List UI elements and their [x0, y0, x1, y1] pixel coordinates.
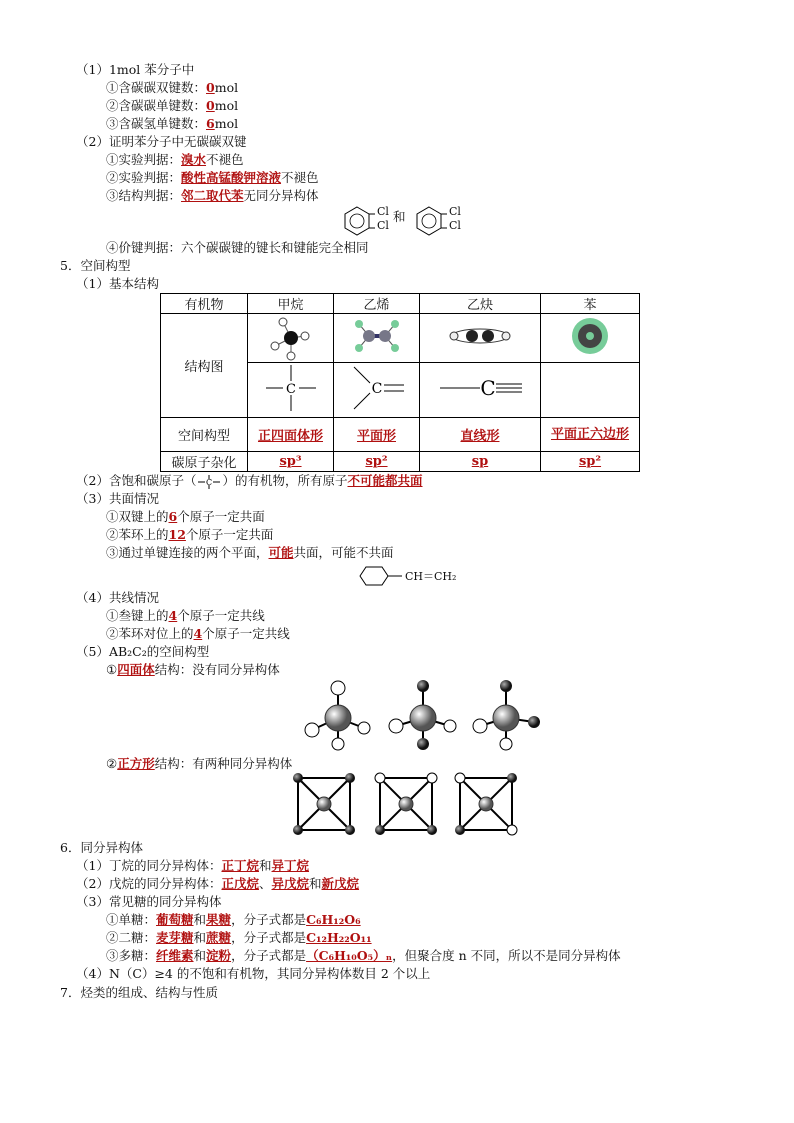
ethylene-bond-diagram: [334, 363, 420, 418]
paragraph: （3）共面情况: [76, 491, 159, 506]
answer: 6: [168, 509, 178, 524]
methane-bond-diagram: [248, 363, 334, 418]
paragraph: （1）丁烷的同分异构体：正丁烷和异丁烷: [76, 858, 310, 873]
sec1-title: （1）1mol 苯分子中: [76, 62, 195, 77]
ethylene-ball-model: [334, 314, 420, 363]
answer: 四面体: [117, 662, 155, 677]
paragraph: （2）戊烷的同分异构体：正戊烷、异戊烷和新戊烷: [76, 876, 360, 891]
svg-text:C: C: [371, 381, 382, 397]
list-item: ②正方形结构：有两种同分异构体: [106, 756, 293, 771]
header-cell: 有机物: [161, 294, 248, 314]
cl-label: Cl: [449, 205, 461, 218]
header-cell: 甲烷: [248, 294, 334, 314]
svg-text:C: C: [206, 477, 213, 487]
answer: 正方形: [117, 756, 155, 771]
hyb-cell: sp: [420, 452, 541, 472]
styrene-benzene-ring: [350, 564, 404, 588]
methane-ball-model: [248, 314, 334, 363]
tetrahedral-models: [298, 678, 548, 750]
sec2-item-b: ②实验判据：酸性高锰酸钾溶液不褪色: [106, 170, 319, 185]
hyb-cell: sp³: [248, 452, 334, 472]
section-title: 5．空间构型: [60, 258, 131, 273]
paragraph: （5）AB₂C₂的空间构型: [76, 644, 210, 659]
header-cell: 苯: [541, 294, 640, 314]
acetylene-ball-model: [420, 314, 541, 363]
answer: 溴水: [181, 152, 207, 167]
shape-cell: 正四面体形: [248, 418, 334, 452]
list-item: ②二糖：麦芽糖和蔗糖，分子式都是C₁₂H₂₂O₁₁: [106, 930, 372, 945]
paragraph: （1）基本结构: [76, 276, 159, 291]
row-label: 空间构型: [161, 418, 248, 452]
row-label: 碳原子杂化: [161, 452, 248, 472]
list-item: ①单糖：葡萄糖和果糖，分子式都是C₆H₁₂O₆: [106, 912, 361, 927]
structure-table: [160, 293, 640, 472]
shape-cell: 平面形: [334, 418, 420, 452]
answer: 12: [168, 527, 186, 542]
answer: 4: [193, 626, 203, 641]
acetylene-bond-diagram: [420, 363, 541, 418]
answer: 6: [206, 116, 215, 131]
paragraph: （4）共线情况: [76, 590, 159, 605]
benzene-ball-model: [541, 314, 640, 363]
row-label: 结构图: [161, 314, 248, 418]
list-item: ①四面体结构：没有同分异构体: [106, 662, 280, 677]
sec2-item-a: ①实验判据：溴水不褪色: [106, 152, 244, 167]
hyb-cell: sp²: [334, 452, 420, 472]
shape-cell: 平面正六边形: [541, 418, 640, 452]
shape-cell: 直线形: [420, 418, 541, 452]
empty-cell: [541, 363, 640, 418]
list-item: ①双键上的6个原子一定共面: [106, 509, 265, 524]
sec2-title: （2）证明苯分子中无碳碳双键: [76, 134, 247, 149]
list-item: ①叁键上的4个原子一定共线: [106, 608, 265, 623]
cl-label: Cl: [449, 219, 461, 232]
square-planar-models: [292, 772, 522, 834]
sec1-item-b: ②含碳碳单键数：0mol: [106, 98, 239, 113]
sec1-item-c: ③含碳氢单键数：6mol: [106, 116, 239, 131]
paragraph: （2）含饱和碳原子（ C ）的有机物，所有原子不可能都共面: [76, 473, 423, 488]
sec2-item-d: ④价键判据：六个碳碳键的键长和键能完全相同: [106, 240, 369, 255]
paragraph: （3）常见糖的同分异构体: [76, 894, 222, 909]
answer: 0: [206, 98, 215, 113]
styrene-formula: CH＝CH₂: [405, 570, 457, 583]
hyb-cell: sp²: [541, 452, 640, 472]
paragraph: （4）N（C）≥4 的不饱和有机物，其同分异构体数目 2 个以上: [76, 966, 431, 981]
cl-label: Cl: [377, 219, 389, 232]
answer: 可能: [268, 545, 294, 560]
list-item: ③多糖：纤维素和淀粉，分子式都是（C₆H₁₀O₅）ₙ，但聚合度 n 不同，所以不是同分异构体: [106, 948, 621, 963]
svg-text:C: C: [480, 376, 496, 400]
header-cell: 乙烯: [334, 294, 420, 314]
cl-label: Cl: [377, 205, 389, 218]
section-title: 7．烃类的组成、结构与性质: [60, 985, 218, 1000]
answer: 酸性高锰酸钾溶液: [181, 170, 282, 185]
answer: 4: [168, 608, 178, 623]
and-label: 和: [393, 209, 406, 224]
list-item: ③通过单键连接的两个平面，可能共面，可能不共面: [106, 545, 394, 560]
list-item: ②苯环上的12个原子一定共面: [106, 527, 274, 542]
svg-text:C: C: [285, 382, 296, 397]
sec1-item-a: ①含碳碳双键数：0mol: [106, 80, 239, 95]
answer: 不可能都共面: [347, 473, 423, 488]
answer: 邻二取代苯: [181, 188, 244, 203]
sec2-item-c: ③结构判据：邻二取代苯无同分异构体: [106, 188, 319, 203]
answer: 0: [206, 80, 215, 95]
header-cell: 乙炔: [420, 294, 541, 314]
list-item: ②苯环对位上的4个原子一定共线: [106, 626, 290, 641]
section-title: 6．同分异构体: [60, 840, 143, 855]
sat-carbon-icon: [196, 475, 222, 489]
